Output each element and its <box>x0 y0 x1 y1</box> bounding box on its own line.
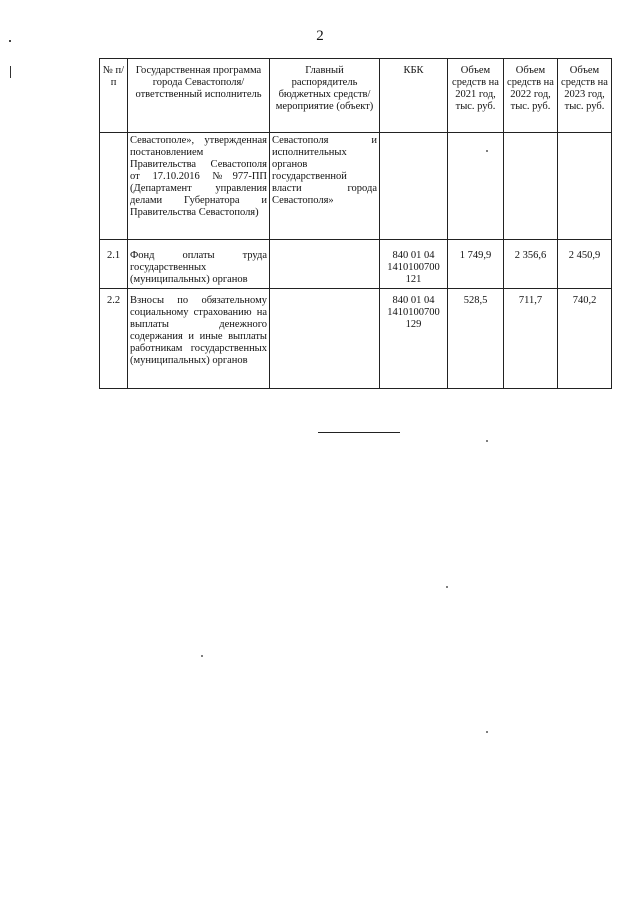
budget-table <box>99 58 612 389</box>
table-row <box>100 289 612 389</box>
cell-2023 <box>558 133 612 240</box>
cell-2021: 1 749,9 <box>448 240 504 289</box>
cell-num <box>100 133 128 240</box>
cell-num: 2.1 <box>100 240 128 289</box>
cell-num: 2.2 <box>100 289 128 389</box>
cell-program: Взносы по обязательному социальному страхованию на выплаты денежного содержания и иные выплаты работникам государственных (муниципальных) органов <box>128 289 270 389</box>
cell-2021 <box>448 133 504 240</box>
cell-administrator <box>270 240 380 289</box>
header-num: № п/п <box>100 59 128 133</box>
header-kbk: КБК <box>380 59 448 133</box>
header-administrator: Главный распорядитель бюджетных средств/мероприятие (объект) <box>270 59 380 133</box>
cell-kbk: 840 01 04 1410100700 129 <box>380 289 448 389</box>
table-row <box>100 240 612 289</box>
scan-margin-mark <box>10 66 11 78</box>
cell-2022 <box>504 133 558 240</box>
scan-speck <box>9 40 11 42</box>
cell-program: Фонд оплаты труда государственных (муниципальных) органов <box>128 240 270 289</box>
scan-speck <box>486 150 488 152</box>
cell-program: Севастополе», утвержденная постановлением Правительства Севастополя от 17.10.2016 №977-ПП (Департамент управления делами Губернатора и Правительства Севастополя) <box>128 133 270 240</box>
header-program: Государственная программа города Севастополя/ответственный исполнитель <box>128 59 270 133</box>
scan-speck <box>486 440 488 442</box>
cell-2022: 711,7 <box>504 289 558 389</box>
cell-kbk: 840 01 04 1410100700 121 <box>380 240 448 289</box>
scan-speck <box>486 731 488 733</box>
header-2022: Объем средств на 2022 год, тыс. руб. <box>504 59 558 133</box>
header-2023: Объем средств на 2023 год, тыс. руб. <box>558 59 612 133</box>
closing-rule-line <box>318 432 400 433</box>
table-row-continuation <box>100 133 612 240</box>
cell-administrator <box>270 289 380 389</box>
cell-2023: 740,2 <box>558 289 612 389</box>
cell-2021: 528,5 <box>448 289 504 389</box>
cell-2022: 2 356,6 <box>504 240 558 289</box>
scan-speck <box>201 655 203 657</box>
table-header-row <box>100 59 612 133</box>
page-number: 2 <box>316 28 324 44</box>
scan-speck <box>446 586 448 588</box>
cell-administrator: Севастополя и исполнительных органов государственной власти города Севастополя» <box>270 133 380 240</box>
cell-kbk <box>380 133 448 240</box>
header-2021: Объем средств на 2021 год, тыс. руб. <box>448 59 504 133</box>
cell-2023: 2 450,9 <box>558 240 612 289</box>
